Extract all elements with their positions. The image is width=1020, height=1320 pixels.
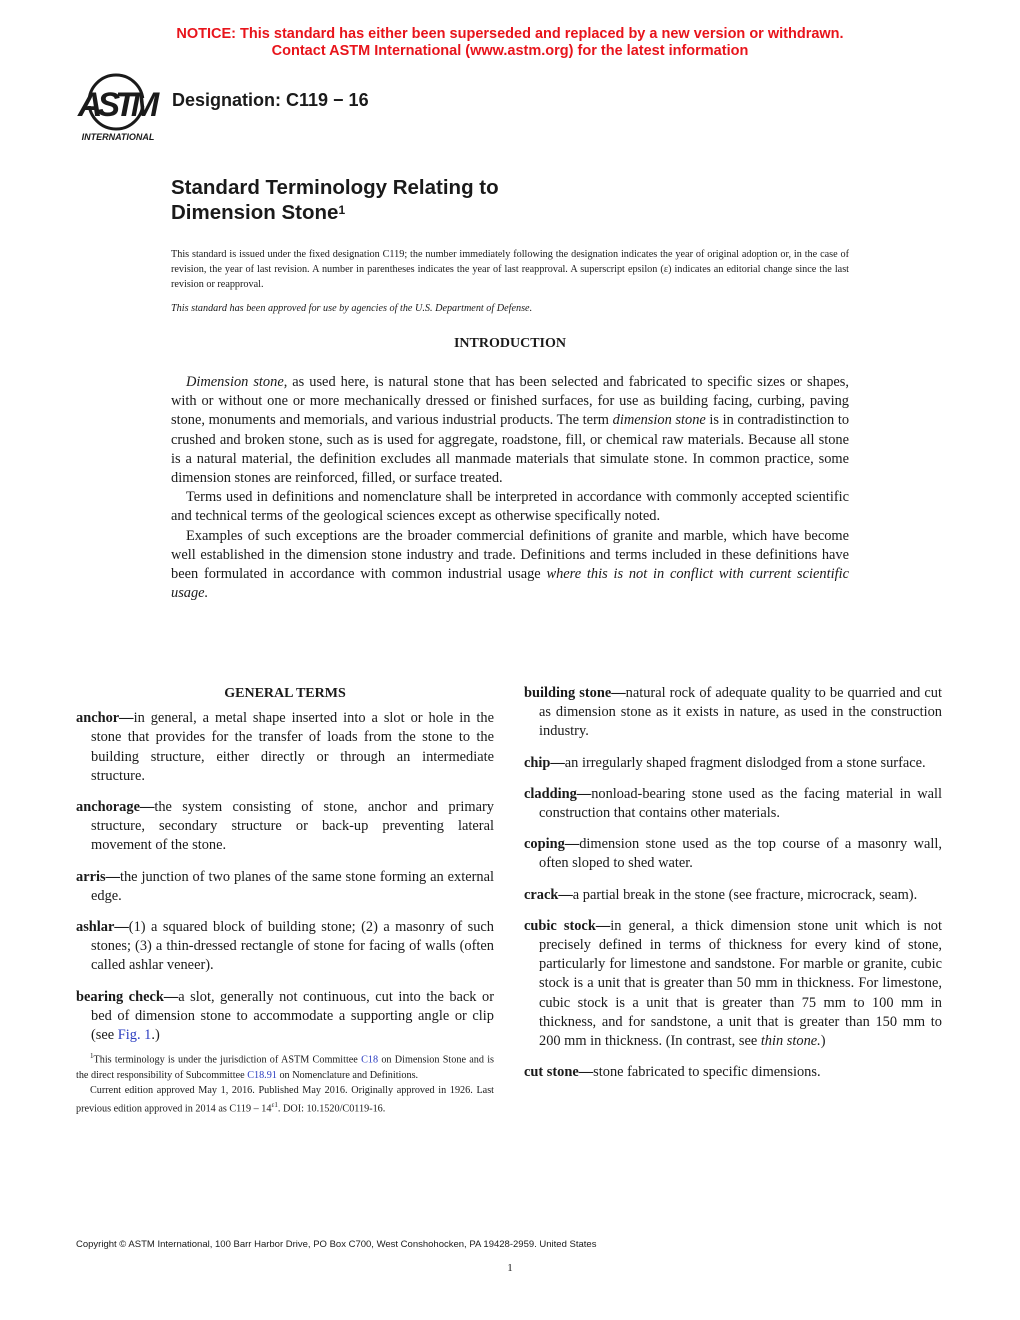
- notice-line-2: Contact ASTM International (www.astm.org) for the latest information: [271, 43, 749, 59]
- term-entry-cubic-stock: [524, 917, 942, 1051]
- term-definition: in general, a thick dimension stone unit which is not precisely defined in terms of thickness for every kind of stone, particularly for limestone and sandstone. For marble or granite, cubic stock is a unit that is greater than 50 mm in thickness. For limestone, cubic stock is a unit that is greater than 75 mm to 100 mm in thickness, and for sandstone, a unit that is greater than 150 mm to 200 mm in thickness. (In contrast, see: [539, 917, 942, 1050]
- footnote-text: on Dimension Stone and is the direct responsibility of Subcommittee: [76, 1054, 494, 1081]
- footnote-2: [76, 1083, 494, 1117]
- intro-paragraph-3: [171, 527, 849, 604]
- term-entry-cladding: [524, 785, 942, 823]
- term-name: chip—: [524, 754, 565, 771]
- footnote-text: on Nomenclature and Definitions.: [276, 1069, 419, 1081]
- term-name: anchorage—: [76, 799, 155, 816]
- general-terms-heading: GENERAL TERMS: [224, 686, 346, 701]
- epsilon-superscript: ε1: [271, 1101, 278, 1109]
- title-line-1: Standard Terminology Relating to: [171, 176, 499, 199]
- term-definition: stone fabricated to specific dimensions.: [593, 1064, 821, 1081]
- page-number: 1: [507, 1262, 513, 1274]
- term-definition: natural rock of adequate quality to be quarried and cut as dimension stone as it exists in nature, as used in the construction industry.: [539, 685, 942, 740]
- notice-line-1: NOTICE: This standard has either been superseded and replaced by a new version or withdrawn.: [176, 26, 844, 42]
- committee-link[interactable]: C18: [361, 1054, 379, 1066]
- term-name: anchor—: [76, 710, 134, 727]
- term-name: coping—: [524, 836, 580, 853]
- term-entry-anchor: [76, 709, 494, 786]
- term-name: crack—: [524, 886, 573, 903]
- term-definition: in general, a metal shape inserted into a slot or hole in the stone that provides for the transfer of loads from the stone to the building structure, either directly or through an intermediate structure.: [91, 710, 494, 784]
- introduction-body: [171, 373, 849, 603]
- term-definition-italic: thin stone.: [760, 1033, 821, 1050]
- footnote-1: [76, 1049, 494, 1083]
- term-entry-coping: [524, 835, 942, 873]
- designation: Designation: C119 − 16: [172, 90, 369, 110]
- intro-italic-1: Dimension stone: [186, 374, 284, 390]
- title-line-2-text: Dimension Stone: [171, 201, 339, 224]
- term-name: building stone—: [524, 685, 626, 701]
- term-name: bearing check—: [76, 988, 179, 1005]
- term-definition: dimension stone used as the top course of a masonry wall, often sloped to shed water.: [539, 836, 942, 872]
- footnote-marker: 1: [90, 1052, 94, 1060]
- term-entry-crack: [524, 886, 942, 905]
- intro-text-3: Examples of such exceptions are the broader commercial definitions of granite and marble, which have become well established in the dimension stone industry and trade. Definitions and terms included in these definitions have been formulated in accordance with common industrial usage: [171, 527, 849, 583]
- term-entry-anchorage: [76, 798, 494, 856]
- term-entry-ashlar: [76, 918, 494, 976]
- term-name: ashlar—: [76, 919, 129, 936]
- intro-italic-2: dimension stone: [612, 412, 706, 429]
- footnote-text: Current edition approved May 1, 2016. Published May 2016. Originally approved in 1926. Last previous edition approved in 2014 as C119 – 14: [76, 1084, 494, 1115]
- term-definition-end: ): [820, 1033, 826, 1050]
- left-column: [76, 684, 494, 1057]
- svg-text:INTERNATIONAL: INTERNATIONAL: [81, 132, 155, 142]
- term-definition: an irregularly shaped fragment dislodged from a stone surface.: [564, 754, 926, 771]
- astm-logo: [76, 72, 160, 144]
- term-definition-end: .): [151, 1027, 160, 1044]
- footnotes: [76, 1049, 494, 1117]
- svg-text:ASTM: ASTM: [77, 86, 155, 124]
- notice-banner: [0, 26, 1020, 60]
- subcommittee-link[interactable]: C18.91: [247, 1069, 277, 1081]
- introduction-heading: INTRODUCTION: [453, 336, 566, 351]
- issue-note: This standard is issued under the fixed designation C119; the number immediately following the designation indicates the year of original adoption or, in the case of revision, the year of last revision. A number in parentheses indicates the year of last reapproval. A superscript epsilon (ε) indicates an editorial change since the last revision or reapproval.: [171, 249, 849, 291]
- intro-text-1: , as used here, is natural stone that has been selected and fabricated to specific sizes or shapes, with or without one or more mechanically dressed or finished surfaces, for use as building facing, curbing, paving stone, monuments and memorials, and various industrial products. The term: [171, 374, 849, 429]
- term-entry-bearing-check: [76, 988, 494, 1046]
- term-definition: a partial break in the stone (see fracture, microcrack, seam).: [572, 886, 918, 903]
- document-title: [171, 175, 499, 225]
- title-footnote-ref[interactable]: 1: [338, 203, 346, 217]
- term-definition: the junction of two planes of the same stone forming an external edge.: [91, 868, 494, 904]
- term-entry-arris: [76, 868, 494, 906]
- term-entry-chip: [524, 754, 942, 773]
- title-line-2: [171, 200, 499, 225]
- term-definition: (1) a squared block of building stone; (2) a masonry of such stones; (3) a thin-dressed rectangle of stone for facing of walls (often called ashlar veneer).: [91, 919, 494, 974]
- term-name: cut stone—: [524, 1064, 594, 1081]
- term-name: arris—: [76, 868, 120, 885]
- term-name: cladding—: [524, 785, 592, 802]
- term-entry-cut-stone: [524, 1063, 942, 1082]
- term-definition: the system consisting of stone, anchor and primary structure, secondary structure or back-up preventing lateral movement of the stone.: [91, 799, 494, 854]
- term-name: cubic stock—: [524, 917, 611, 934]
- intro-paragraph-2: Terms used in definitions and nomenclature shall be interpreted in accordance with commonly accepted scientific and technical terms of the geological sciences except as otherwise specifically noted.: [171, 489, 849, 525]
- intro-italic-3: where this is not in conflict with current scientific usage.: [171, 566, 849, 602]
- figure-link[interactable]: Fig. 1: [117, 1027, 152, 1044]
- approved-note: This standard has been approved for use by agencies of the U.S. Department of Defense.: [171, 303, 533, 314]
- right-column: [524, 684, 942, 1094]
- footnote-text: . DOI: 10.1520/C0119-16.: [277, 1103, 386, 1115]
- term-entry-building-stone: [524, 684, 942, 742]
- footnote-text: This terminology is under the jurisdiction of ASTM Committee: [93, 1054, 362, 1066]
- intro-text-2: is in contradistinction to crushed and broken stone, such as is used for aggregate, roadstone, fill, or chemical raw materials. Because all stone is a natural material, the definition excludes all manmade materials that simulate stone. In common practice, some dimension stones are reinforced, filled, or surface treated.: [171, 412, 850, 487]
- term-definition: a slot, generally not continuous, cut into the back or bed of dimension stone to accommodate a supporting angle or clip (see: [91, 988, 494, 1044]
- copyright-line: Copyright © ASTM International, 100 Barr Harbor Drive, PO Box C700, West Conshohocken, PA 19428-2959. United States: [76, 1239, 597, 1250]
- term-definition: nonload-bearing stone used as the facing material in wall construction that contains other materials.: [539, 785, 942, 822]
- astm-logo-icon: [76, 72, 160, 144]
- intro-paragraph-1: [171, 373, 849, 488]
